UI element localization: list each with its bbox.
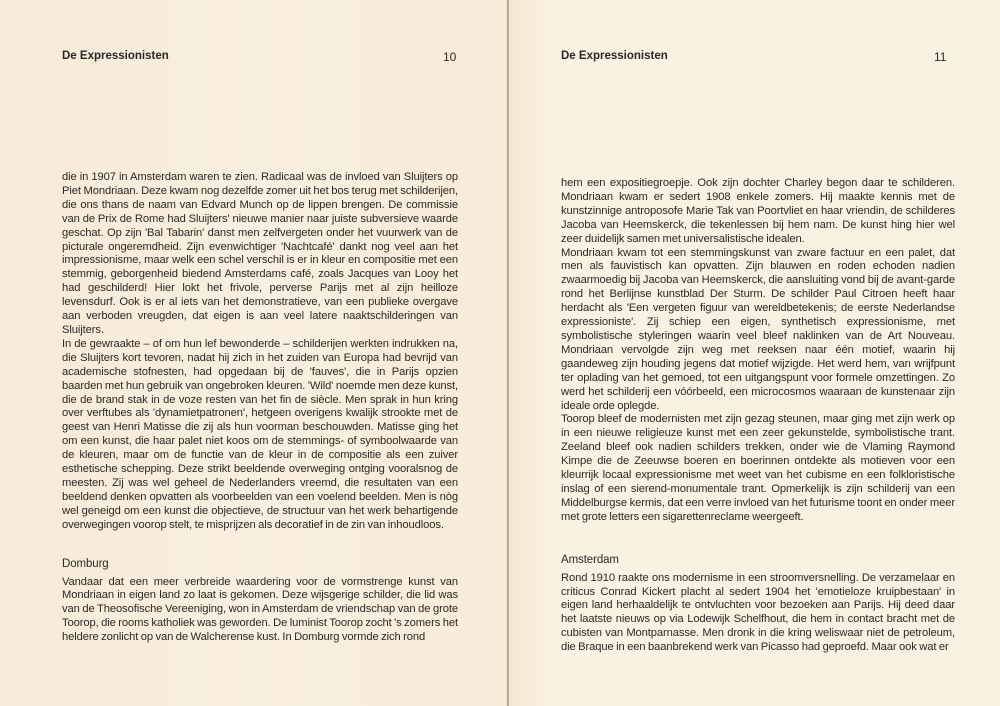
right-body-text bbox=[561, 177, 955, 525]
paragraph: Toorop bleef de modernisten met zijn gezag steunen, maar ging met zijn werk op in een nieuwe religieuze kunst met een zeer gekunstelde, symbolistische trant. Zeeland bleef ook nadien schilders trekken, onder wie de Vlaming Raymond Kimpe die de Zeeuwse boeren en boerinnen ontdekte als motieven voor een kleurrijk locaal expressionisme met weet van het cubisme en een folkloristische inslag of een sierend-monumentale trant. Opmerkelijk is zijn schilderij van een Middelburgse kermis, dat een verre invloed van het futurisme toont en onder meer met grote letters een sigarettenreclame weergeeft. bbox=[561, 413, 955, 523]
page-number-left: 10 bbox=[443, 50, 457, 64]
page-number-right: 11 bbox=[934, 50, 947, 64]
paragraph: die in 1907 in Amsterdam waren te zien. Radicaal was de invloed van Sluijters op Piet Mondriaan. Deze kwam nog dezelfde zomer uit het bos terug met schilderijen, die ons thans de naam van Edvard Munch op de lippen brengen. De commissie van de Prix de Rome had Sluijters' nieuwe manier naar juiste subversieve waarde geschat. Op zijn 'Bal Tabarin' danst men zelfvergeten onder het vuurwerk van de picturale ongeremdheid. Zijn evenwichtiger 'Nachtcafé' dankt nog veel aan het impressionisme, maar welk een schel verschil is er in kleur en compositie met een stemmig, geborgenheid biedend Amsterdams café, zoals Jacques van Looy het had geschilderd! Hier lokt het frivole, perverse Parijs met al zijn heilloze levensdurf. Ook is er al iets van het demonstratieve, van een publieke overgave aan verboden vreugden, dat eigen is aan veel latere naaktschilderingen van Sluijters. bbox=[62, 171, 458, 336]
paragraph: Vandaar dat een meer verbreide waardering voor de vormstrenge kunst van Mondriaan in eigen land zo laat is gekomen. Deze wijsgerige schilder, die lid was van de Theosofische Vereeniging, won in Amsterdam de vriendschap van de grote Toorop, die rooms katholiek was geworden. De luminist Toorop zocht 's zomers het heldere zonlicht op van de Walcherense kust. In Domburg vormde zich rond bbox=[62, 575, 458, 644]
running-head-left: De Expressionisten bbox=[62, 50, 169, 62]
paragraph: Mondriaan kwam tot een stemmingskunst van zware factuur en een palet, dat men als fauvistisch kan opvatten. Zijn blauwen en roden echoden nadien zwaarmoedig bij Jacoba van Heemskerck, die aansluiting vond bij de avant-garde rond het Berlijnse kunstblad Der Sturm. De schilder Paul Citroen heeft haar herdacht als 'Een vergeten figuur van wereldbetekenis; de eerste Nederlandse expressioniste'. Zij schiep een eigen, synthetisch expressionisme, met symbolistische styleringen waarin veel bleef naklinken van de Art Nouveau. Mondriaan vervolgde zijn weg met reeksen naar één motief, waarin hij gaandeweg zijn houding jegens dat motief wijzigde. Het werd hem, van wrijfpunt ter oplading van het gemoed, tot een uitgangspunt voor formele omzettingen. Zo werd het schilderij een vóórbeeld, een microcosmos waaraan de kunstenaar zijn ideale orde oplegde. bbox=[561, 246, 955, 412]
paragraph: hem een expositiegroepje. Ook zijn dochter Charley begon daar te schilderen. Mondriaan kwam er sedert 1908 enkele zomers. Hij maakte kennis met de kunstzinnige antroposofe Marie Tak van Poortvliet en haar vriendin, de schilderes Jacoba van Heemskerck, die tekenlessen bij hem nam. De kunst hing hier wel zeer duidelijk samen met universalistische idealen. bbox=[561, 177, 955, 245]
section-amsterdam bbox=[561, 553, 955, 655]
right-page bbox=[509, 0, 1000, 706]
left-column bbox=[62, 171, 458, 645]
section-heading: Domburg bbox=[62, 557, 109, 570]
section-heading: Amsterdam bbox=[561, 553, 619, 566]
paragraph: In de gewraakte – of om hun lef bewonderde – schilderijen werkten indrukken na, die Sluijters kort tevoren, nadat hij zich in het zuiden van Europa had bevrijd van academische stofnesten, had opgedaan bij de 'fauves', die in Parijs opzien baarden met hun gebruik van ongebroken kleuren. 'Wild' noemde men deze kunst, die de brand stak in de voze resten van het fin de siècle. Men sprak in hun kring over verftubes als 'dynamietpatronen', hetgeen overigens kwalijk strookte met de geest van Henri Matisse die zij als hun voorman beschouwden. Matisse ging het om een kunst, die haar palet niet koos om de stemmings- of symboolwaarde van de kleuren, maar om de functie van de kleur in de compositie als een zuiver esthetische schepping. Deze strikt beeldende overweging ontging vooralsnog de meesten. Zij was wel geheel de Nederlanders vreemd, die resultaten van een beeldend denken opvatten als voorbeelden van een voelend beelden. Men is nòg wel geneigd om een kunst die objectieve, de structuur van het werk behartigende overwegingen voorop stelt, te misprijzen als decoratief in de zin van inhoudloos. bbox=[62, 337, 458, 531]
left-body-text bbox=[62, 171, 458, 533]
paragraph: Rond 1910 raakte ons modernisme in een stroomversnelling. De verzamelaar en criticus Conrad Kickert placht al sedert 1904 het 'emotieloze kruipbestaan' in eigen land herhaaldelijk te ontvluchten voor bezoeken aan Parijs. Hij deed daar het laatste nieuws op via Lodewijk Schelfhout, die hem in contact bracht met de cubisten van Montparnasse. Men dronk in die kring weliswaar niet de petroleum, die Braque in een baanbrekend werk van Picasso had geproefd. Maar ook wat er bbox=[561, 571, 955, 654]
section-spacer bbox=[62, 533, 458, 557]
section-domburg bbox=[62, 557, 458, 646]
running-head-right: De Expressionisten bbox=[561, 50, 668, 62]
section-spacer bbox=[561, 525, 955, 553]
right-column bbox=[561, 177, 955, 655]
